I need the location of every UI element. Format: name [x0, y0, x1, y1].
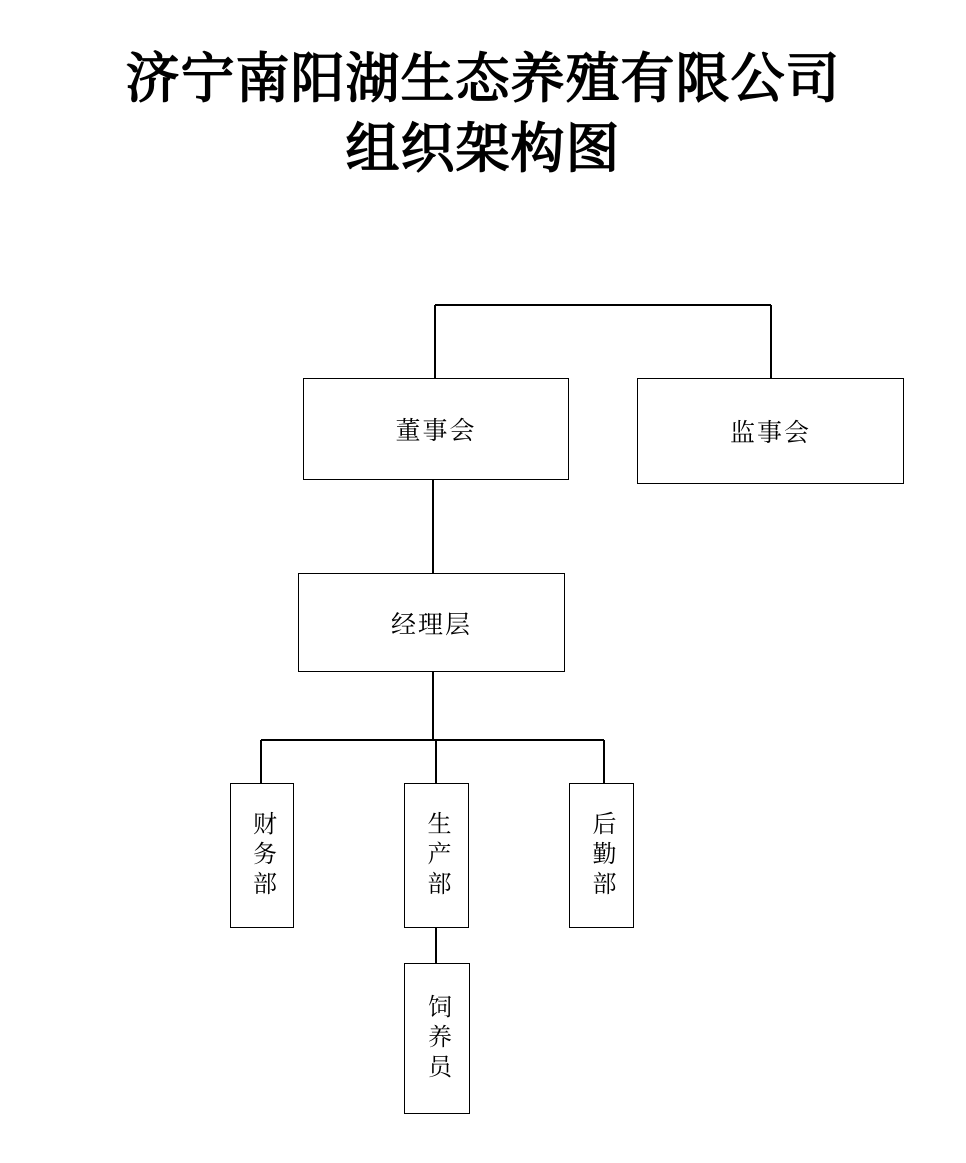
page-title-line-2: 组织架构图 — [345, 119, 621, 179]
node-supervisors[interactable] — [637, 378, 904, 484]
node-breeder[interactable] — [404, 963, 470, 1114]
page-title-line-1: 济宁南阳湖生态养殖有限公司 — [125, 49, 841, 109]
node-board-label: 董事会 — [395, 417, 477, 445]
node-production-label: 生产部 — [423, 810, 450, 901]
node-management-label: 经理层 — [390, 610, 472, 639]
node-breeder-label: 饲养员 — [423, 993, 451, 1084]
node-production[interactable] — [404, 783, 469, 928]
node-finance-label: 财务部 — [248, 810, 276, 901]
node-logistics-label: 后勤部 — [588, 810, 615, 901]
node-supervisors-label: 监事会 — [729, 419, 811, 447]
node-finance[interactable] — [230, 783, 294, 928]
node-management[interactable] — [298, 573, 565, 672]
node-logistics[interactable] — [569, 783, 634, 928]
node-board[interactable] — [303, 378, 569, 480]
